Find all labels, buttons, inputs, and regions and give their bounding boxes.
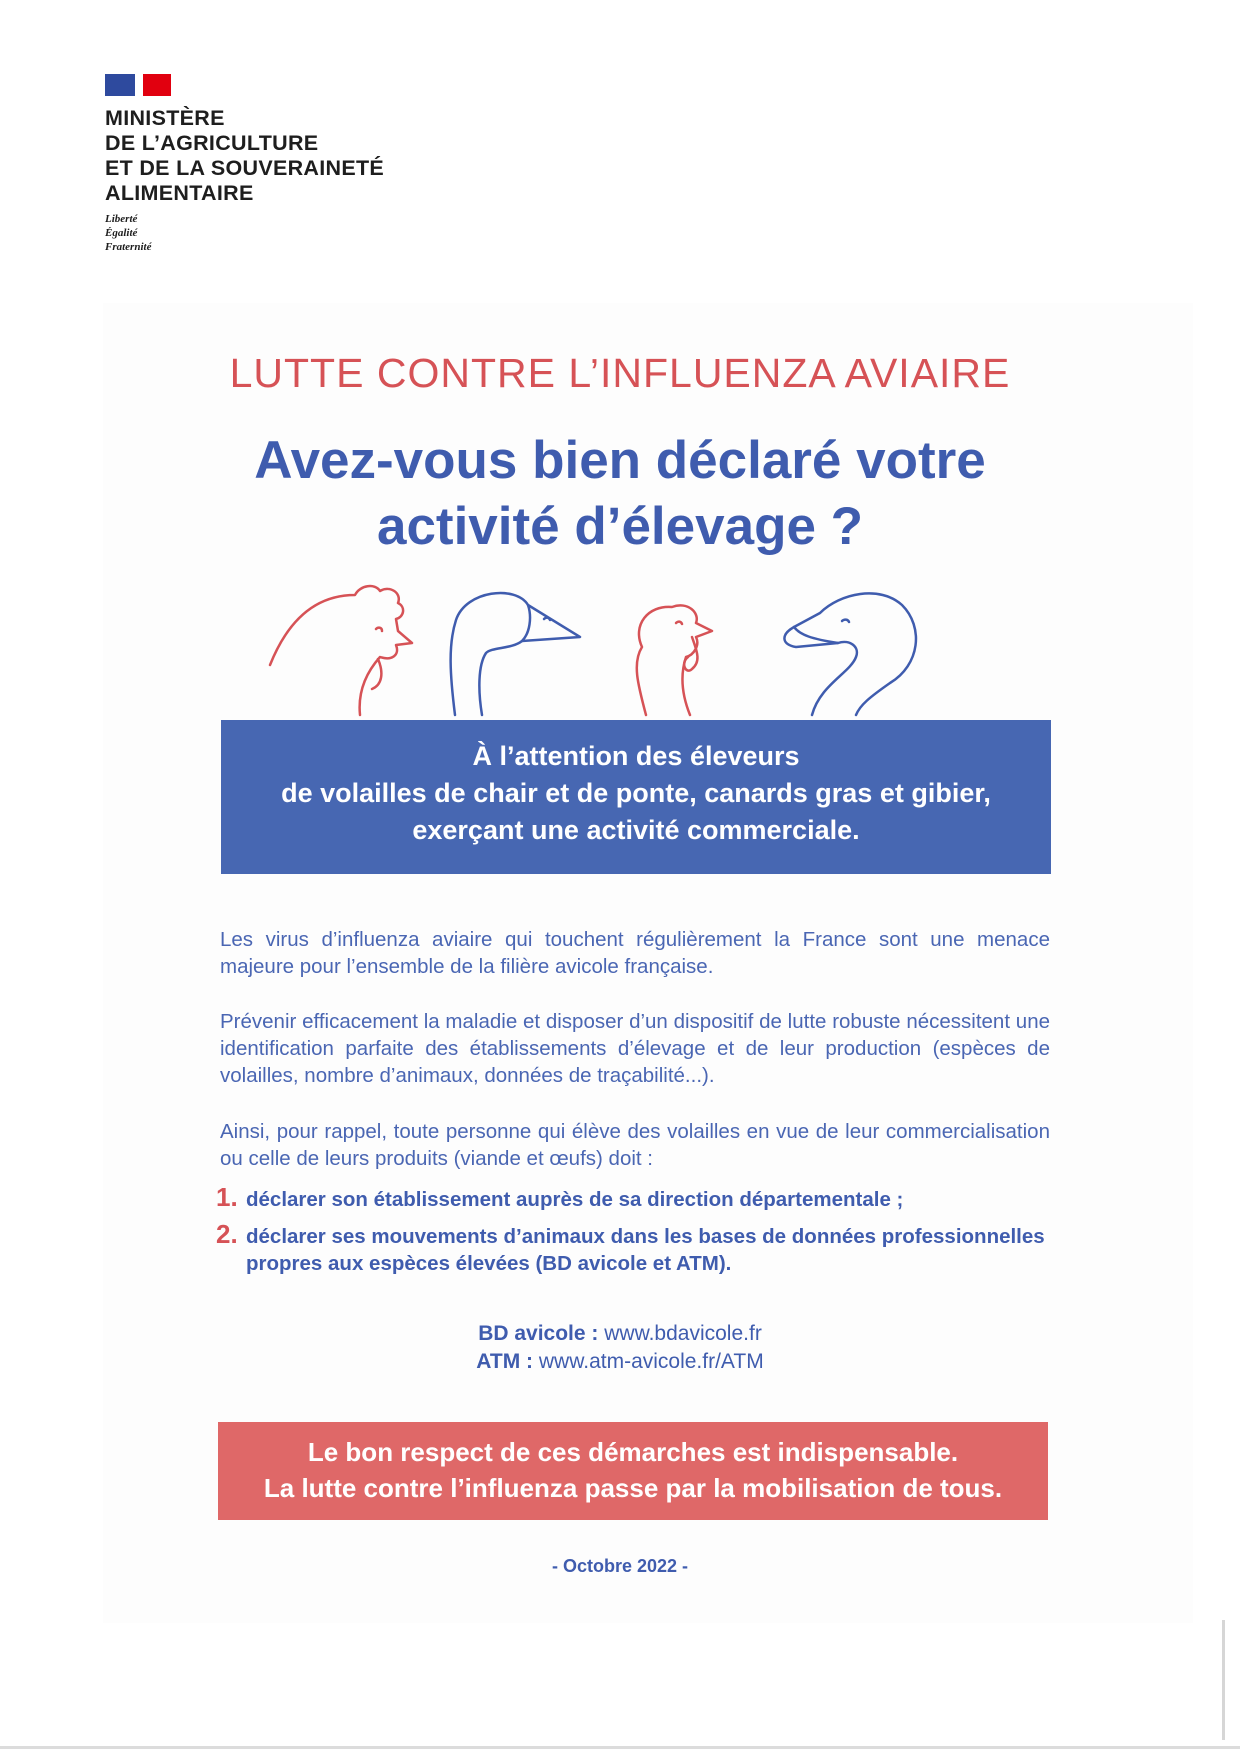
poster-headline (0, 428, 1240, 560)
ministry-name-line: DE L’AGRICULTURE (105, 131, 319, 155)
body-paragraph: Prévenir efficacement la maladie et disposer d’un dispositif de lutte robuste nécessitent une identification parfaite des établissements d’élevage et de leur production (espèces de volailles, nombre d’animaux, données de traçabilité...). (220, 1010, 1050, 1087)
link-row (0, 1348, 1240, 1376)
step-text: déclarer son établissement auprès de sa direction départementale ; (246, 1188, 904, 1211)
body-paragraph: Les virus d’influenza aviaire qui touchent régulièrement la France sont une menace majeure pour l’ensemble de la filière avicole française. (220, 928, 1050, 978)
duck-icon (784, 593, 916, 715)
obligation-step (216, 1182, 1056, 1213)
motto-line: Fraternité (105, 241, 152, 253)
marianne-flag-icon (105, 74, 171, 96)
headline-line: activité d’élevage ? (376, 497, 864, 556)
ministry-name-line: ALIMENTAIRE (105, 181, 254, 205)
obligations-list (216, 1182, 1056, 1287)
link-url[interactable]: www.atm-avicole.fr/ATM (538, 1350, 764, 1373)
obligation-step (216, 1219, 1056, 1277)
motto-line: Égalité (105, 227, 138, 239)
rooster-icon (270, 586, 412, 715)
ministry-logo (105, 74, 384, 254)
closing-banner (218, 1422, 1048, 1520)
scan-edge (0, 1746, 1240, 1749)
poultry-illustration (260, 565, 1040, 725)
audience-banner (221, 720, 1051, 874)
closing-line: Le bon respect de ces démarches est indispensable. (307, 1437, 959, 1467)
audience-line: À l’attention des éleveurs (472, 741, 800, 771)
closing-line: La lutte contre l’influenza passe par la mobilisation de tous. (263, 1473, 1003, 1503)
publication-date: - Octobre 2022 - (551, 1556, 689, 1576)
republic-motto (105, 212, 384, 254)
step-number: 1. (216, 1182, 238, 1212)
audience-line: exerçant une activité commerciale. (412, 815, 860, 845)
goose-icon (451, 593, 580, 715)
scan-edge (1222, 1620, 1225, 1740)
headline-line: Avez-vous bien déclaré votre (254, 431, 986, 490)
database-links (0, 1320, 1240, 1376)
audience-line: de volailles de chair et de ponte, canards gras et gibier, (281, 778, 991, 808)
ministry-name (105, 106, 384, 206)
ministry-name-line: ET DE LA SOUVERAINETÉ (105, 156, 385, 180)
step-number: 2. (216, 1219, 238, 1249)
link-url[interactable]: www.bdavicole.fr (604, 1322, 762, 1345)
link-label: BD avicole : (478, 1322, 599, 1345)
step-text: déclarer ses mouvements d’animaux dans les bases de données professionnelles propres aux espèces élevées (BD avicole et ATM). (246, 1225, 1045, 1275)
turkey-icon (637, 605, 712, 715)
ministry-name-line: MINISTÈRE (105, 106, 225, 130)
motto-line: Liberté (105, 213, 138, 225)
link-row (0, 1320, 1240, 1348)
link-label: ATM : (476, 1350, 534, 1373)
body-paragraph: Ainsi, pour rappel, toute personne qui élève des volailles en vue de leur commercialisation ou celle de leurs produits (viande et œufs) doit : (220, 1120, 1050, 1170)
poster-kicker: LUTTE CONTRE L’INFLUENZA AVIAIRE (229, 350, 1011, 396)
